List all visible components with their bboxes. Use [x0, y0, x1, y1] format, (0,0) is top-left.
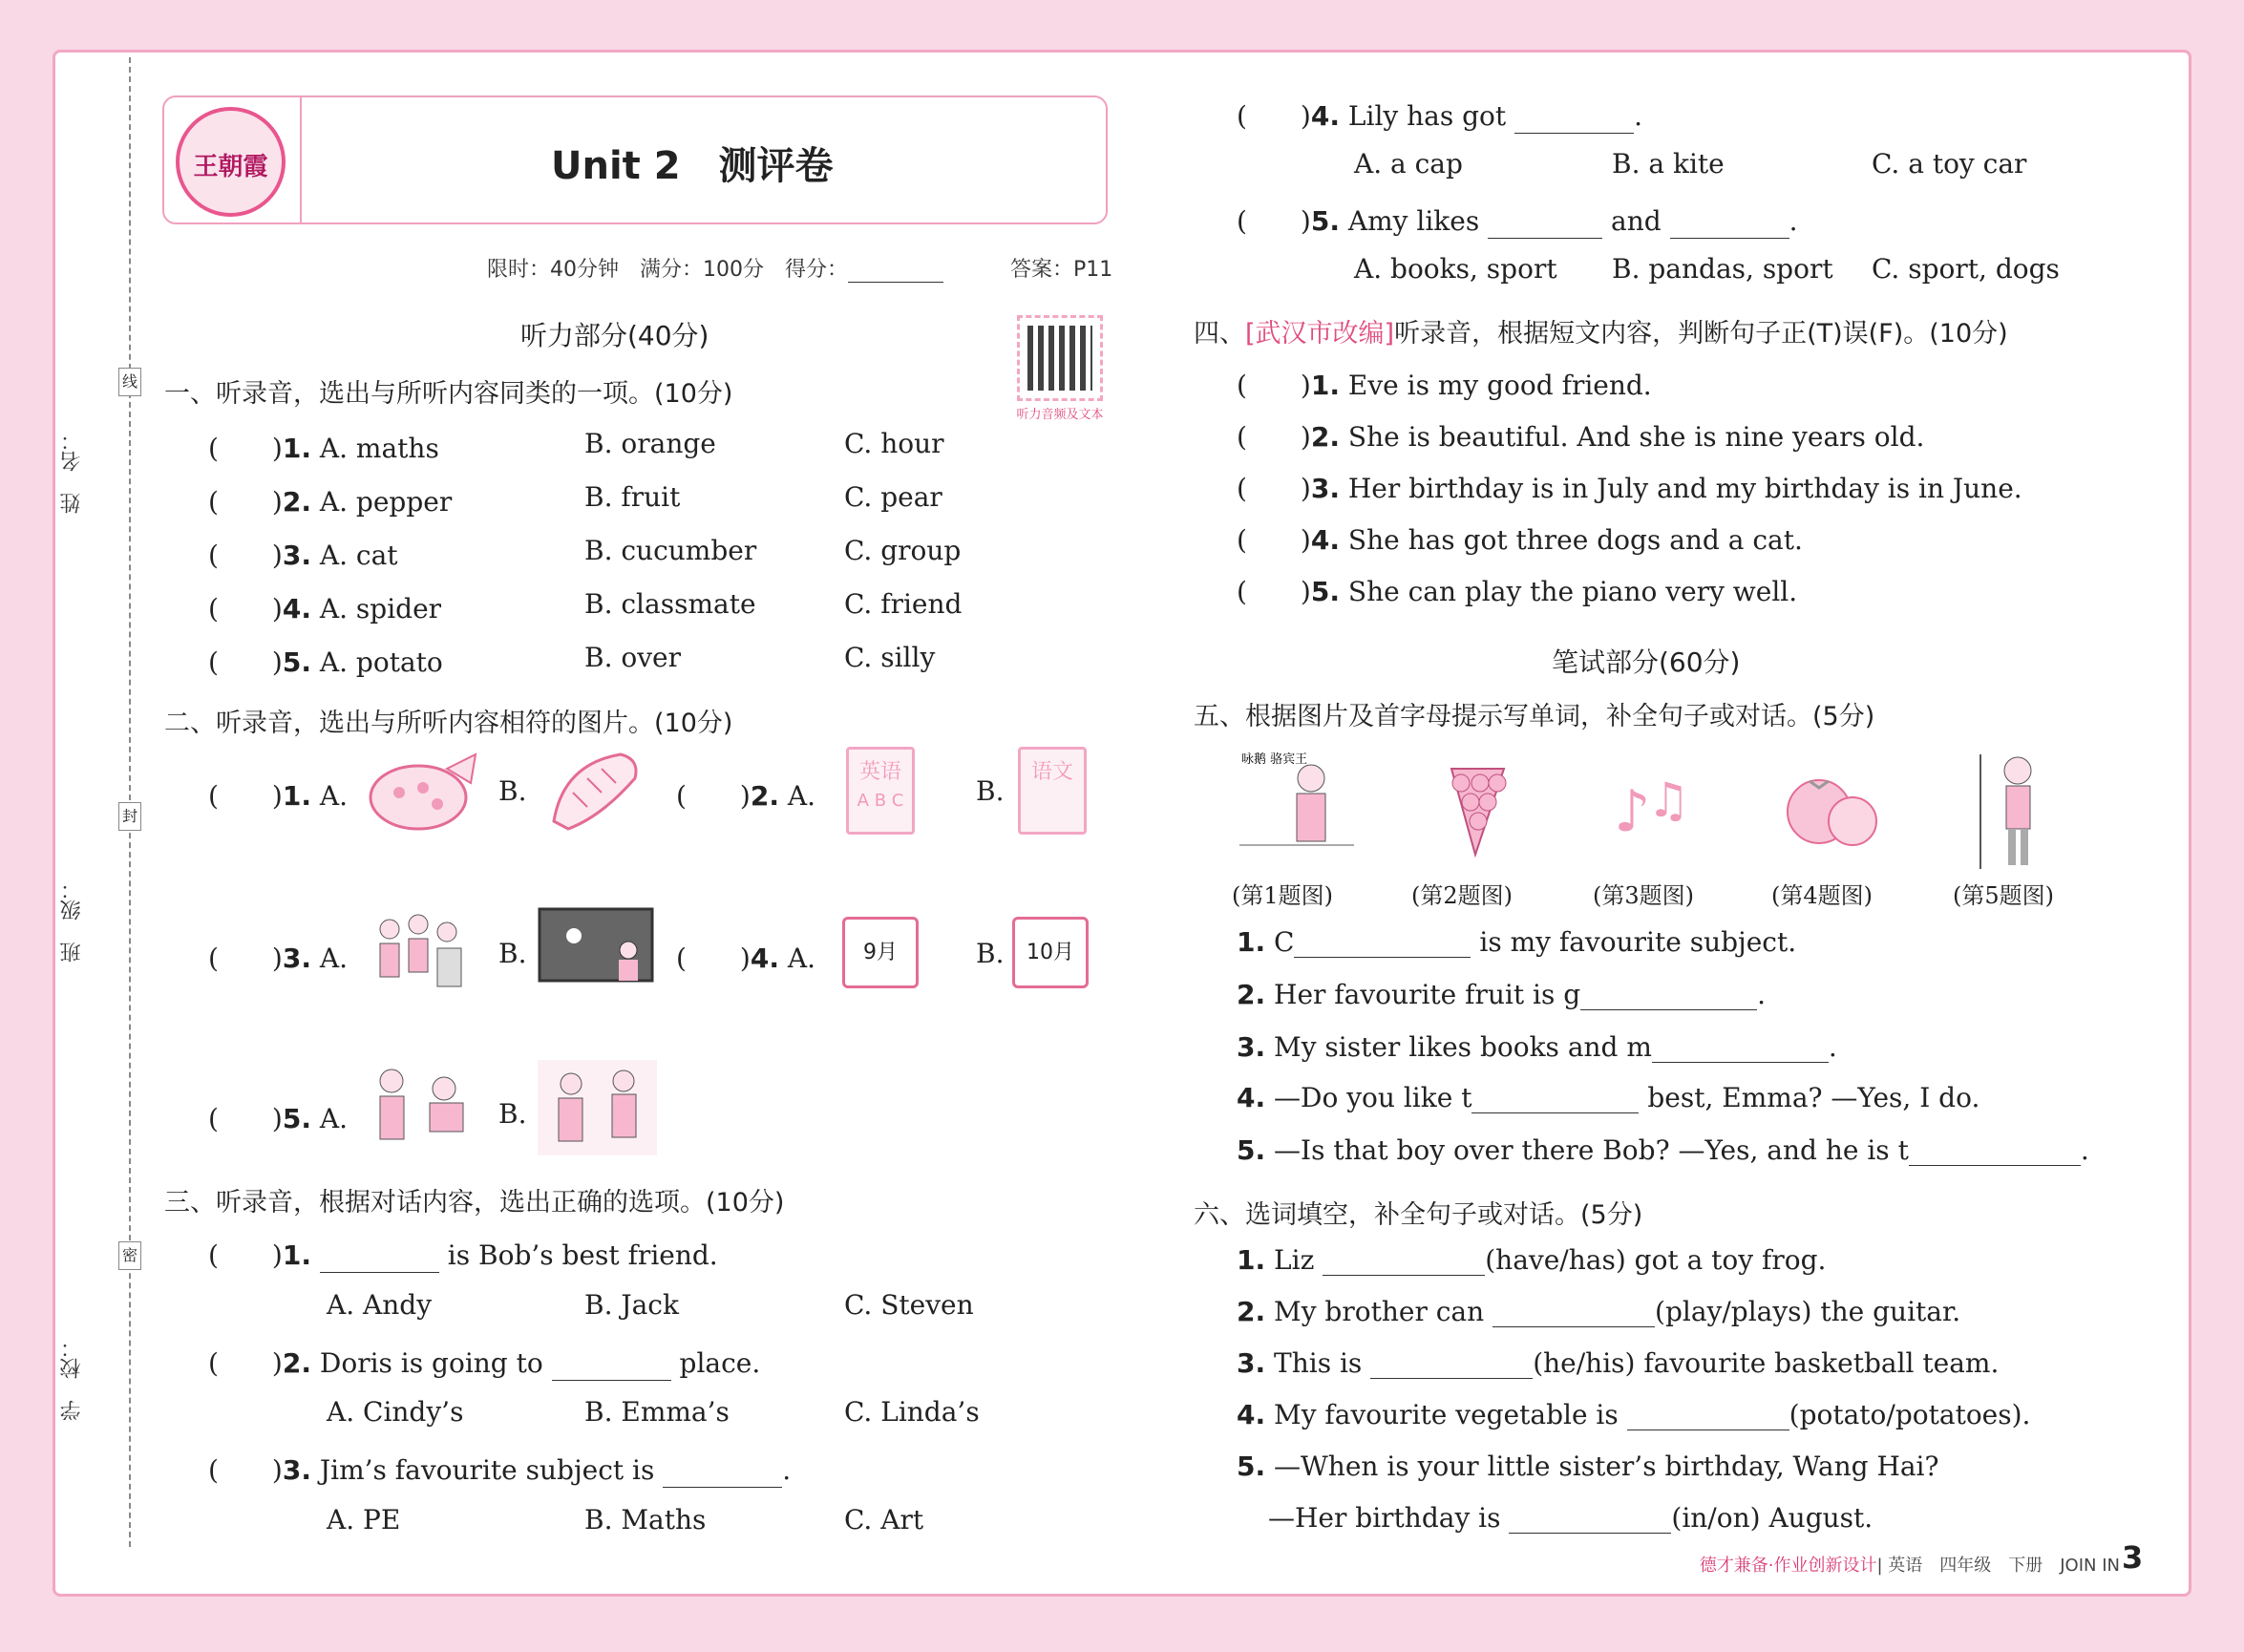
s1-option-b: B. cucumber	[584, 535, 757, 566]
classroom-image	[538, 907, 657, 984]
s3-option: B. a kite	[1612, 148, 1725, 180]
s3-q5: ( )5. Amy likes and .	[1237, 205, 1798, 237]
s3-option: C. Art	[844, 1504, 924, 1536]
s1-option-c: C. friend	[844, 588, 963, 620]
s2-q1: ( )1. A.	[208, 780, 349, 812]
close-mark: 密	[118, 1241, 141, 1270]
s4-statement: ( )1. Eve is my good friend.	[1237, 370, 1652, 401]
s3-q2: ( )2. Doris is going to place.	[208, 1347, 761, 1379]
s1-row: ( )1. A. maths	[208, 433, 439, 464]
s6-q3: 3. This is (he/his) favourite basketball team.	[1237, 1347, 2000, 1379]
calendar-sept-image: 9月	[842, 917, 919, 988]
section-2-heading: 二、听录音，选出与所听内容相符的图片。(10分)	[164, 709, 733, 738]
seal-mark: 封	[118, 802, 141, 831]
s4-statement: ( )5. She can play the piano very well.	[1237, 576, 1798, 607]
s3-option: B. Jack	[584, 1289, 679, 1321]
s3-option: C. Linda’s	[844, 1396, 980, 1428]
s3-option: A. Andy	[327, 1289, 433, 1321]
s3-option: A. PE	[327, 1504, 401, 1536]
s1-row: ( )3. A. cat	[208, 540, 398, 571]
s5-caption: (第2题图)	[1411, 882, 1513, 909]
s3-option: B. pandas, sport	[1612, 253, 1833, 285]
girls-talking-image	[363, 1060, 482, 1155]
girls-dancing-image	[538, 1060, 657, 1155]
s5-q3: 3. My sister likes books and m .	[1237, 1031, 1837, 1063]
qr-caption: 听力音频及文本	[1016, 408, 1104, 422]
s2-q3-b: B.	[498, 938, 527, 969]
s3-option: A. Cindy’s	[327, 1396, 464, 1428]
school-field-label: 学 校：	[60, 1337, 84, 1421]
s1-option-b: B. fruit	[584, 481, 681, 513]
s1-option-c: C. hour	[844, 428, 944, 459]
section-5-heading: 五、根据图片及首字母提示写单词，补全句子或对话。(5分)	[1194, 702, 1875, 731]
title-banner	[162, 95, 1108, 224]
s3-q4: ( )4. Lily has got .	[1237, 100, 1642, 132]
s3-q1: ( )1. is Bob’s best friend.	[208, 1239, 718, 1271]
exam-meta: 限时：40分钟 满分：100分 得分：	[487, 253, 943, 283]
s4-statement: ( )4. She has got three dogs and a cat.	[1237, 524, 1803, 556]
s1-row: ( )2. A. pepper	[208, 486, 453, 518]
qr-code[interactable]	[1017, 315, 1103, 401]
s1-option-c: C. silly	[844, 642, 936, 673]
binding-sidebar	[57, 57, 143, 1547]
answer-ref: 答案：P11	[1010, 258, 1113, 282]
section-4-heading: 四、[武汉市改编]听录音，根据短文内容，判断句子正(T)误(F)。(10分)	[1194, 319, 2008, 349]
s2-q2: ( )2. A.	[676, 780, 816, 812]
writing-title: 笔试部分(60分)	[1552, 646, 1741, 678]
s3-option: C. sport, dogs	[1872, 253, 2060, 285]
s1-option-b: B. classmate	[584, 588, 756, 620]
s2-q1-b: B.	[498, 775, 527, 807]
line-mark: 线	[118, 368, 141, 396]
page-title: Unit 2 测评卷	[551, 144, 834, 188]
chinese-teacher-image	[1239, 750, 1359, 859]
s2-q3: ( )3. A.	[208, 942, 349, 974]
s1-row: ( )5. A. potato	[208, 646, 443, 678]
s1-option-b: B. over	[584, 642, 682, 673]
section-1-heading: 一、听录音，选出与所听内容同类的一项。(10分)	[164, 379, 733, 409]
bread-image	[544, 745, 645, 836]
s3-option: A. a cap	[1354, 148, 1463, 180]
s3-option: B. Maths	[584, 1504, 707, 1536]
s6-q4: 4. My favourite vegetable is (potato/potatoes).	[1237, 1399, 2031, 1430]
s5-caption: (第3题图)	[1593, 882, 1694, 909]
s6-q1: 1. Liz (have/has) got a toy frog.	[1237, 1244, 1827, 1276]
s6-q5: 5. —When is your little sister’s birthday, Wang Hai?	[1237, 1451, 1939, 1482]
s1-option-c: C. group	[844, 535, 962, 566]
pizza-image	[366, 745, 480, 836]
s3-option: C. Steven	[844, 1289, 974, 1321]
english-book-image: 英语 A B C	[846, 747, 915, 835]
s2-q4-b: B.	[976, 938, 1005, 969]
music-notes-image	[1604, 764, 1700, 855]
s1-option-c: C. pear	[844, 481, 942, 513]
tall-boy-image	[1975, 750, 2056, 874]
s5-q1: 1. C is my favourite subject.	[1237, 926, 1797, 958]
s5-q5: 5. —Is that boy over there Bob? —Yes, and he is t .	[1237, 1134, 2089, 1166]
kids-playing-image	[361, 905, 476, 1001]
s5-caption: (第5题图)	[1953, 882, 2054, 909]
page-number: 3	[2122, 1539, 2144, 1576]
s6-q2: 2. My brother can (play/plays) the guitar.	[1237, 1296, 1961, 1327]
s2-q5: ( )5. A.	[208, 1103, 349, 1134]
publisher-logo: 王朝霞	[176, 107, 286, 217]
s3-option: A. books, sport	[1354, 253, 1557, 285]
s2-q2-b: B.	[976, 775, 1005, 807]
section-6-heading: 六、选词填空，补全句子或对话。(5分)	[1194, 1200, 1643, 1230]
s5-caption: (第1题图)	[1232, 882, 1333, 909]
s3-q3: ( )3. Jim’s favourite subject is .	[208, 1454, 792, 1486]
page-footer: 德才兼备·作业创新设计| 英语 四年级 下册 JOIN IN	[1699, 1556, 2120, 1576]
s2-q4: ( )4. A.	[676, 942, 816, 974]
name-field-label: 姓 名：	[60, 430, 84, 514]
s6-q5-reply: —Her birthday is (in/on) August.	[1268, 1502, 1874, 1534]
s3-option: C. a toy car	[1872, 148, 2027, 180]
s5-caption: (第4题图)	[1771, 882, 1873, 909]
s2-q5-b: B.	[498, 1098, 527, 1130]
calendar-oct-image: 10月	[1012, 917, 1089, 988]
s5-q4: 4. —Do you like t best, Emma? —Yes, I do.	[1237, 1082, 1980, 1113]
chinese-book-image: 语文	[1018, 747, 1087, 835]
s5-q2: 2. Her favourite fruit is g .	[1237, 979, 1767, 1010]
listening-title: 听力部分(40分)	[520, 320, 709, 351]
s4-statement: ( )3. Her birthday is in July and my birthday is in June.	[1237, 473, 2022, 504]
svg-text:♪: ♪	[1614, 778, 1651, 845]
svg-text:咏鹅 骆宾王: 咏鹅 骆宾王	[1241, 752, 1308, 767]
s1-option-b: B. orange	[584, 428, 716, 459]
s4-statement: ( )2. She is beautiful. And she is nine years old.	[1237, 421, 1925, 453]
section-3-heading: 三、听录音，根据对话内容，选出正确的选项。(10分)	[164, 1188, 785, 1218]
svg-text:♫: ♫	[1647, 773, 1690, 828]
tomato-image	[1781, 764, 1881, 855]
grapes-image	[1432, 754, 1518, 859]
class-field-label: 班 级：	[60, 879, 84, 963]
s1-row: ( )4. A. spider	[208, 593, 442, 625]
s3-option: B. Emma’s	[584, 1396, 730, 1428]
